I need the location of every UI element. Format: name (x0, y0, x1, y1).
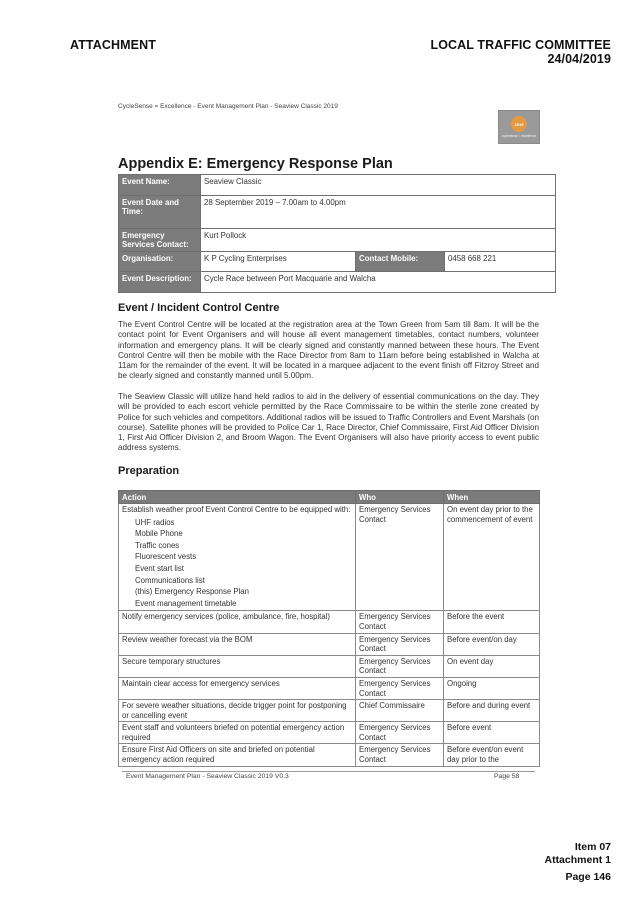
who-cell: Emergency Services Contact (356, 744, 444, 766)
organisation-label: Organisation: (119, 252, 201, 272)
table-row (119, 677, 540, 699)
contact-mobile-value: 0458 668 221 (445, 252, 556, 272)
table-row (119, 633, 540, 655)
action-cell (119, 504, 356, 611)
action-cell: Ensure First Aid Officers on site and briefed on potential emergency action required (119, 744, 356, 766)
action-text: Establish weather proof Event Control Centre to be equipped with: (122, 505, 351, 514)
table-row (119, 655, 540, 677)
control-centre-heading: Event / Incident Control Centre (118, 302, 280, 314)
footer-divider (122, 771, 535, 772)
when-cell: Before event/on event day prior to the (444, 744, 540, 766)
who-cell: Emergency Services Contact (356, 504, 444, 611)
action-cell: Maintain clear access for emergency services (119, 677, 356, 699)
list-item: (this) Emergency Response Plan (135, 587, 249, 597)
attachment-label: ATTACHMENT (70, 38, 156, 52)
when-cell: Before event (444, 722, 540, 744)
action-cell: For severe weather situations, decide trigger point for postponing or cancelling event (119, 700, 356, 722)
equipment-list (122, 517, 352, 610)
table-row (119, 504, 540, 611)
when-cell: Before event/on day (444, 633, 540, 655)
event-description-value: Cycle Race between Port Macquarie and Walcha (201, 272, 556, 293)
page-title: Appendix E: Emergency Response Plan (118, 156, 393, 172)
page-number: Page 146 (565, 871, 611, 883)
table-row (119, 722, 540, 744)
list-item: Communications list (135, 575, 205, 585)
attachment-number: Attachment 1 (544, 854, 611, 866)
action-cell: Event staff and volunteers briefed on potential emergency action required (119, 722, 356, 744)
action-cell: Notify emergency services (police, ambulance, fire, hospital) (119, 611, 356, 633)
table-row (119, 744, 540, 766)
list-item: Mobile Phone (135, 529, 183, 539)
table-row (119, 611, 540, 633)
action-cell: Secure temporary structures (119, 655, 356, 677)
item-number: Item 07 (574, 841, 611, 853)
contact-mobile-label: Contact Mobile: (356, 252, 445, 272)
when-cell: On event day prior to the commencement of event (444, 504, 540, 611)
logo-badge: 2019 (511, 116, 527, 132)
who-cell: Emergency Services Contact (356, 722, 444, 744)
control-centre-paragraph-1: The Event Control Centre will be located at the registration area at the Town Green from 5am till 8am. It will be the contact point for Event Organisers and will house all event management timetables, contact numbers, volunteer information and emergency plans. It will be clearly signed and constantly manned between these hours. The Event Control Centre will then be mobile with the Race Director from 8am to 11am before being established in Walcha at 11am for the remainder of the event. It will be located in a marquee adjacent to the event finish off Fitzroy Street and be clearly signed and constantly manned until 5.00pm. (118, 320, 539, 381)
when-cell: On event day (444, 655, 540, 677)
action-cell: Review weather forecast via the BOM (119, 633, 356, 655)
preparation-table (118, 490, 540, 767)
committee-title: LOCAL TRAFFIC COMMITTEE (430, 38, 611, 52)
column-header-when: When (444, 491, 540, 504)
footer-page-number: Page 58 (494, 773, 520, 780)
footer-document-name: Event Management Plan - Seaview Classic 2019 V0.3 (126, 773, 289, 780)
list-item: Event start list (135, 563, 184, 573)
column-header-action: Action (119, 491, 356, 504)
table-row (119, 700, 540, 722)
event-name-label: Event Name: (119, 175, 201, 196)
committee-date: 24/04/2019 (547, 52, 611, 66)
logo-tagline: cyclesense = excellence (501, 134, 537, 138)
control-centre-paragraph-2: The Seaview Classic will utilize hand held radios to aid in the delivery of essential communications on the day. They will be provided to each escort vehicle permitted by the Race Commissaire to be within the sterile zone created by Police for such vehicles and competitors. Additional radios will be issued to Traffic Controllers and Event Marshals (on course). Satellite phones will be provided to Police Car 1, Race Director, Chief Commissaire, First Aid Officer Division 1, First Aid Officer Division 2, and Broom Wagon. The Event Organisers will also have priority access to event public address systems. (118, 392, 539, 453)
list-item: Traffic cones (135, 540, 180, 550)
who-cell: Emergency Services Contact (356, 611, 444, 633)
column-header-who: Who (356, 491, 444, 504)
when-cell: Before the event (444, 611, 540, 633)
event-date-label: Event Date and Time: (119, 196, 201, 229)
event-info-table (118, 174, 556, 293)
when-cell: Ongoing (444, 677, 540, 699)
event-date-value: 28 September 2019 – 7.00am to 4.00pm (201, 196, 556, 229)
list-item: UHF radios (135, 517, 175, 527)
who-cell: Emergency Services Contact (356, 633, 444, 655)
event-description-label: Event Description: (119, 272, 201, 293)
cyclesense-logo (498, 110, 540, 144)
list-item: Event management timetable (135, 598, 237, 608)
preparation-heading: Preparation (118, 465, 180, 477)
document-header: CycleSense = Excellence - Event Management Plan - Seaview Classic 2019 (118, 103, 338, 110)
organisation-value: K P Cycling Enterprises (201, 252, 356, 272)
emergency-contact-value: Kurt Pollock (201, 229, 556, 252)
when-cell: Before and during event (444, 700, 540, 722)
who-cell: Emergency Services Contact (356, 677, 444, 699)
list-item: Fluorescent vests (135, 552, 197, 562)
event-name-value: Seaview Classic (201, 175, 556, 196)
who-cell: Chief Commissaire (356, 700, 444, 722)
who-cell: Emergency Services Contact (356, 655, 444, 677)
emergency-contact-label: Emergency Services Contact: (119, 229, 201, 252)
